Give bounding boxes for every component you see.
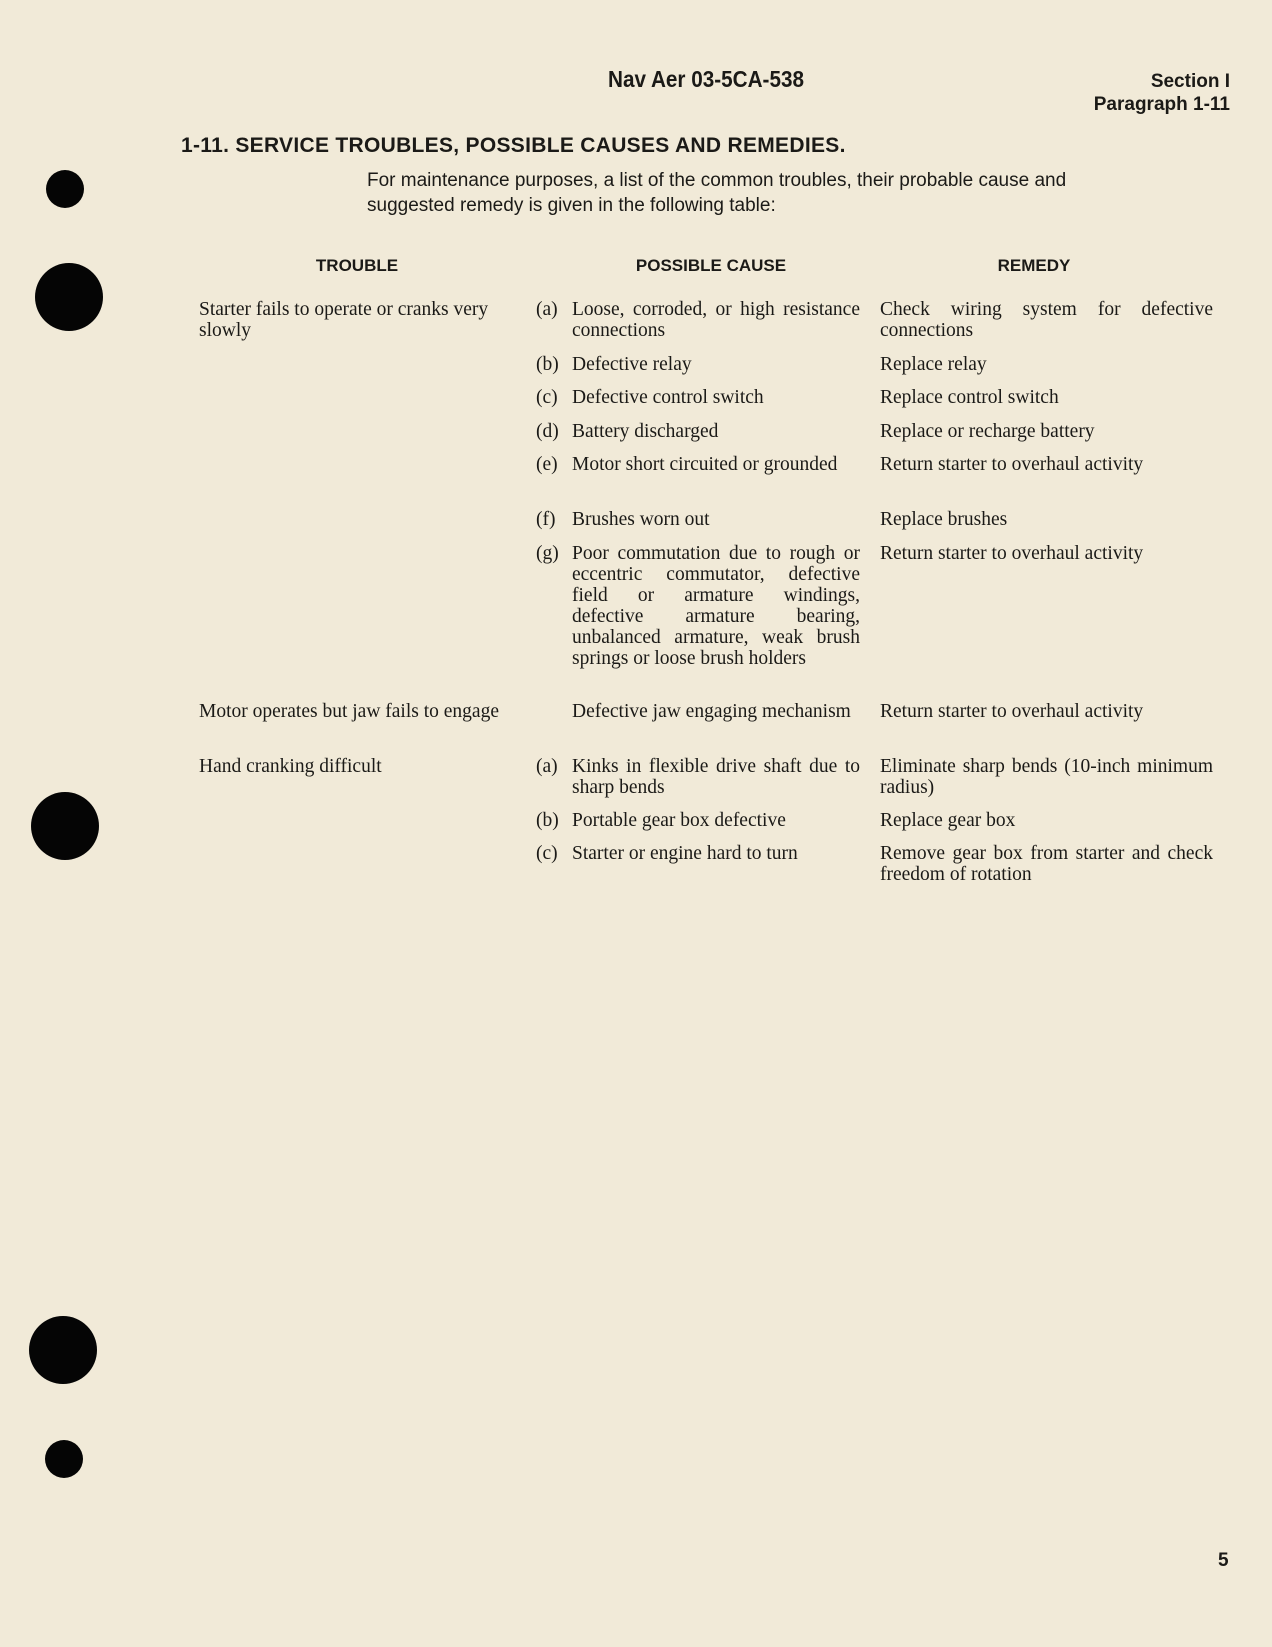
column-header-cause: POSSIBLE CAUSE [635, 256, 787, 275]
cause-label: (g) [536, 543, 559, 564]
remedy-cell: Return starter to overhaul activity [880, 701, 1144, 722]
section-heading: 1-11. SERVICE TROUBLES, POSSIBLE CAUSES AND REMEDIES. [181, 134, 846, 157]
cause-label: (d) [536, 421, 559, 442]
remedy-cell: Return starter to overhaul activity [880, 543, 1144, 564]
section-label: Section I [1150, 71, 1230, 92]
cause-cell: Motor short circuited or grounded [572, 454, 838, 475]
remedy-cell: Replace gear box [880, 810, 1016, 831]
remedy-cell: Replace relay [880, 354, 987, 375]
punch-hole [46, 170, 84, 208]
punch-hole [29, 1316, 97, 1384]
cause-label: (e) [536, 454, 558, 475]
trouble-cell: Hand cranking difficult [199, 756, 382, 777]
cause-cell: Portable gear box defective [572, 810, 786, 831]
cause-cell: Loose, corroded, or high resistance connections [572, 299, 860, 341]
cause-cell: Battery discharged [572, 421, 719, 442]
punch-hole [35, 263, 103, 331]
cause-cell: Defective jaw engaging mechanism [572, 701, 851, 722]
remedy-cell: Return starter to overhaul activity [880, 454, 1144, 475]
cause-label: (c) [536, 387, 558, 408]
punch-hole [31, 792, 99, 860]
document-id: Nav Aer 03-5CA-538 [607, 66, 804, 92]
cause-label: (b) [536, 810, 559, 831]
cause-cell: Brushes worn out [572, 509, 710, 530]
cause-cell: Defective control switch [572, 387, 764, 408]
cause-label: (a) [536, 299, 558, 320]
column-header-remedy: REMEDY [997, 256, 1071, 275]
cause-cell: Poor commutation due to rough or eccentric commutator, defective field or armature windings, defective armature bearing, unbalanced armature, weak brush springs or loose brush holders [572, 543, 860, 669]
cause-cell: Kinks in flexible drive shaft due to sharp bends [572, 756, 860, 798]
column-header-trouble: TROUBLE [315, 256, 399, 275]
page-number: 5 [1218, 1550, 1229, 1571]
cause-cell: Starter or engine hard to turn [572, 843, 798, 864]
section-reference [1094, 70, 1230, 116]
remedy-cell: Replace brushes [880, 509, 1008, 530]
cause-label: (b) [536, 354, 559, 375]
intro-paragraph: For maintenance purposes, a list of the common troubles, their probable cause and suggested remedy is given in the following table: [367, 170, 1067, 216]
cause-label: (f) [536, 509, 556, 530]
cause-label: (c) [536, 843, 558, 864]
remedy-cell: Replace control switch [880, 387, 1059, 408]
cause-cell: Defective relay [572, 354, 692, 375]
cause-label: (a) [536, 756, 558, 777]
remedy-cell: Replace or recharge battery [880, 421, 1095, 442]
trouble-cell: Motor operates but jaw fails to engage [199, 701, 499, 722]
remedy-cell: Remove gear box from starter and check freedom of rotation [880, 843, 1213, 885]
trouble-cell: Starter fails to operate or cranks very slowly [199, 299, 489, 341]
paragraph-label: Paragraph 1-11 [1093, 94, 1230, 115]
remedy-cell: Check wiring system for defective connections [880, 299, 1213, 341]
remedy-cell: Eliminate sharp bends (10-inch minimum radius) [880, 756, 1213, 798]
punch-hole [45, 1440, 83, 1478]
